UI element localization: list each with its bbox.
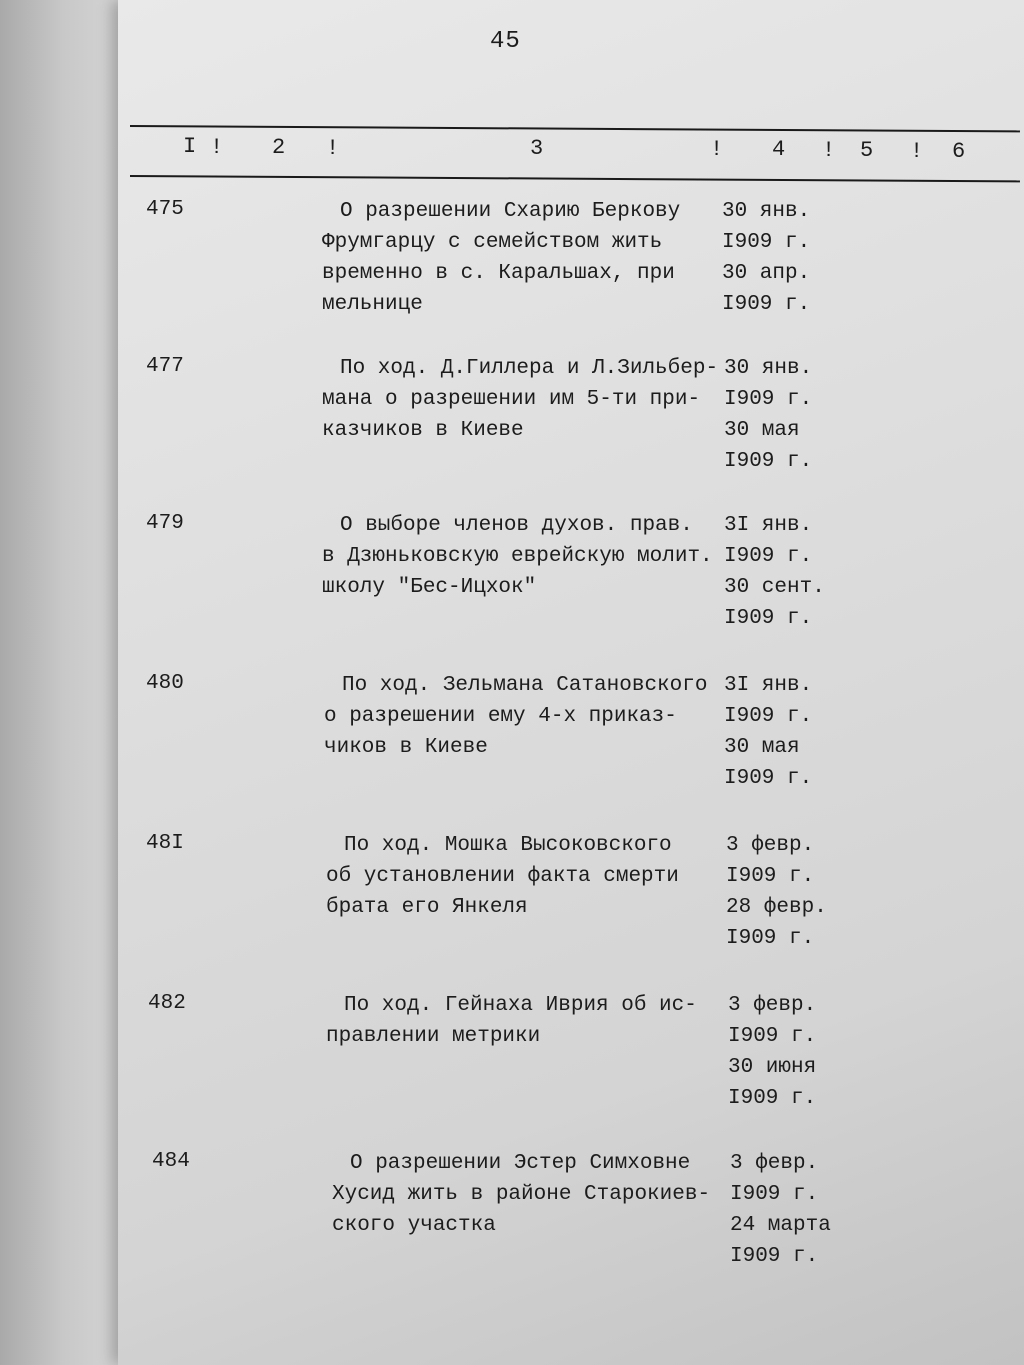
column-separator: ! (710, 136, 724, 162)
entry-date-line: I909 г. (722, 293, 811, 316)
entry-dates (724, 353, 812, 477)
column-header-6: 6 (952, 139, 966, 164)
column-header-4: 4 (772, 137, 786, 162)
entry-date-line: 3 февр. (726, 834, 815, 857)
entry-title-line: правлении метрики (326, 1025, 541, 1048)
entry-date-line: I909 г. (722, 231, 811, 254)
entry-title-line: мана о разрешении им 5-ти при- (322, 388, 701, 411)
entry-title (322, 196, 680, 320)
entry-date-line: 3I янв. (724, 674, 813, 697)
page-number: 45 (490, 28, 521, 55)
entry-number: 475 (146, 198, 184, 221)
entry-date-line: I909 г. (728, 1087, 817, 1110)
entry-title-line: в Дзюньковскую еврейскую молит. (322, 545, 713, 568)
entry-date-line: 30 июня (728, 1056, 817, 1079)
entry-title (324, 670, 707, 763)
entry-date-line: I909 г. (724, 450, 813, 473)
entry-title-line: О разрешении Схарию Беркову (340, 200, 681, 223)
entry-date-line: 3I янв. (724, 514, 813, 537)
entry-dates (724, 510, 825, 634)
column-header-2: 2 (272, 135, 286, 160)
column-separator: ! (326, 135, 340, 161)
entry-date-line: 30 апр. (722, 262, 811, 285)
entry-date-line: 3 февр. (728, 994, 817, 1017)
entry-date-line: I909 г. (726, 927, 815, 950)
column-header-5: 5 (860, 138, 874, 163)
entry-title (332, 1148, 710, 1241)
entry-date-line: 30 мая (724, 736, 800, 759)
column-separator: ! (822, 137, 836, 163)
entry-date-line: 24 марта (730, 1214, 831, 1237)
entry-date-line: I909 г. (724, 388, 813, 411)
entry-title-line: Фрумгарцу с семейством жить (322, 231, 663, 254)
entry-title (322, 510, 713, 603)
entry-dates (728, 990, 816, 1114)
entry-number: 48I (146, 832, 184, 855)
column-header-I: I (183, 134, 197, 159)
entry-title (326, 990, 697, 1052)
entry-date-line: 3 февр. (730, 1152, 819, 1175)
entry-date-line: 30 янв. (722, 200, 811, 223)
entry-title-line: мельнице (322, 293, 423, 316)
entry-title (326, 830, 679, 923)
entry-date-line: I909 г. (724, 767, 813, 790)
entry-date-line: I909 г. (724, 545, 813, 568)
entry-title-line: брата его Янкеля (326, 896, 528, 919)
entry-number: 484 (152, 1150, 190, 1173)
entry-title-line: ского участка (332, 1214, 496, 1237)
entry-title-line: чиков в Киеве (324, 736, 488, 759)
entry-date-line: I909 г. (724, 705, 813, 728)
entry-number: 479 (146, 512, 184, 535)
entry-date-line: I909 г. (724, 607, 813, 630)
entry-date-line: 28 февр. (726, 896, 827, 919)
entry-title-line: По ход. Д.Гиллера и Л.Зильбер- (340, 357, 719, 380)
entry-title (322, 353, 718, 446)
column-separator: ! (910, 138, 924, 164)
entry-title-line: школу "Бес-Ицхок" (322, 576, 537, 599)
entry-title-line: О разрешении Эстер Симховне (350, 1152, 691, 1175)
entry-title-line: о разрешении ему 4-х приказ- (324, 705, 677, 728)
entry-title-line: По ход. Зельмана Сатановского (342, 674, 708, 697)
column-header-3: 3 (530, 136, 544, 161)
entry-date-line: I909 г. (728, 1025, 817, 1048)
column-separator: ! (210, 134, 224, 160)
entry-title-line: О выборе членов духов. прав. (340, 514, 693, 537)
entry-date-line: 30 мая (724, 419, 800, 442)
entry-date-line: 30 сент. (724, 576, 825, 599)
entry-dates (726, 830, 827, 954)
entry-date-line: I909 г. (726, 865, 815, 888)
entry-date-line: 30 янв. (724, 357, 813, 380)
entry-number: 480 (146, 672, 184, 695)
entry-dates (722, 196, 810, 320)
entry-number: 477 (146, 355, 184, 378)
entry-dates (724, 670, 812, 794)
entry-number: 482 (148, 992, 186, 1015)
entry-title-line: По ход. Мошка Высоковского (344, 834, 672, 857)
entry-title-line: Хусид жить в районе Старокиев- (332, 1183, 711, 1206)
entry-title-line: об установлении факта смерти (326, 865, 679, 888)
entry-dates (730, 1148, 831, 1272)
entry-date-line: I909 г. (730, 1245, 819, 1268)
entry-title-line: По ход. Гейнаха Иврия об ис- (344, 994, 697, 1017)
entry-title-line: временно в с. Каральшах, при (322, 262, 675, 285)
entry-title-line: казчиков в Киеве (322, 419, 524, 442)
entry-date-line: I909 г. (730, 1183, 819, 1206)
